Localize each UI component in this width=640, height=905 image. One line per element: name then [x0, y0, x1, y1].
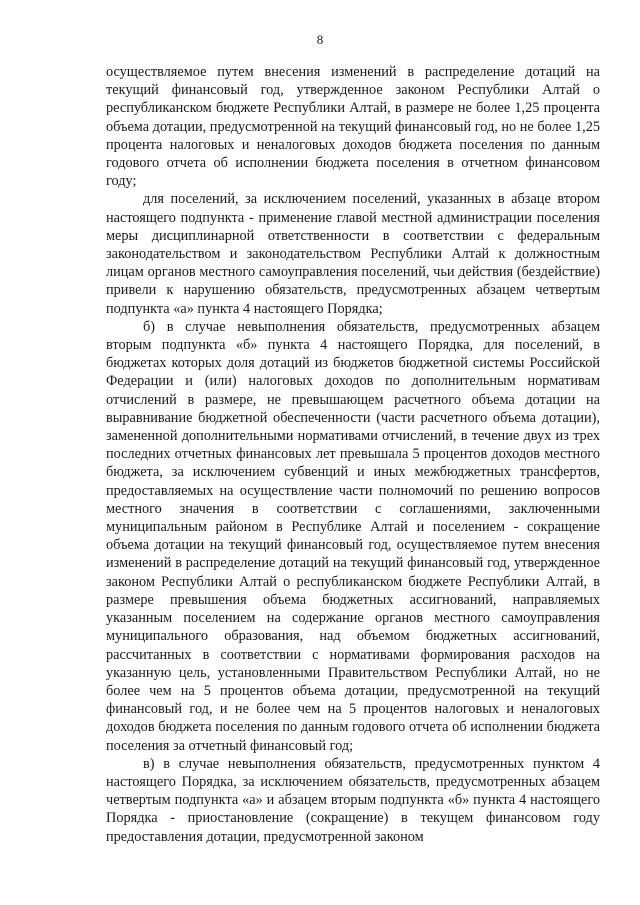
paragraph: осуществляемое путем внесения изменений в распределение дотаций на текущий финансовый год, утвержденное законом Республики Алтай о республиканском бюджете Республики Алтай, в размере не более 1,25 процента объема дотации, предусмотренной на текущий финансовый год, но не более 1,25 процента налоговых и неналоговых доходов бюджета поселения по данным годового отчета об исполнении бюджета поселения в отчетном финансовом году; [106, 64, 600, 190]
paragraph: б) в случае невыполнения обязательств, предусмотренных абзацем вторым подпункта «б» пункта 4 настоящего Порядка, для поселений, в бюджетах которых доля дотаций из бюджетов бюджетной системы Российской Федерации и (или) налоговых доходов по дополнительным нормативам отчислений в размере, не превышающем расчетного объема дотации на выравнивание бюджетной обеспеченности (части расчетного объема дотации), замененной дополнительными нормативами отчислений, в течение двух из трех последних отчетных финансовых лет превышала 5 процентов доходов местного бюджета, за исключением субвенций и иных межбюджетных трансфертов, предоставляемых на осуществление части полномочий по решению вопросов местного значения в соответствии с соглашениями, заключенными муниципальным районом в Республике Алтай и поселением - сокращение объема дотации на текущий финансовый год, осуществляемое путем внесения изменений в распределение дотаций на текущий финансовый год, утвержденное законом Республики Алтай о республиканском бюджете Республики Алтай, в размере превышения объема бюджетных ассигнований, направляемых указанным поселением на содержание органов местного самоуправления муниципального образования, над объемом бюджетных ассигнований, рассчитанных в соответствии с нормативами формирования расходов на указанную цель, установленными Правительством Республики Алтай, но не более чем на 5 процентов объема дотации, предусмотренной на текущий финансовый год, и не более чем на 5 процентов налоговых и неналоговых доходов бюджета поселения по данным годового отчета об исполнении бюджета поселения за отчетный финансовый год; [106, 318, 600, 754]
page-number: 8 [316, 32, 324, 47]
paragraph: для поселений, за исключением поселений, указанных в абзаце втором настоящего подпункта - применение главой местной администрации поселения меры дисциплинарной ответственности в соответствии с федеральным законодательством и законодательством Республики Алтай к должностным лицам органов местного самоуправления поселений, чьи действия (бездействие) привели к нарушению обязательств, предусмотренных абзацем четвертым подпункта «а» пункта 4 настоящего Порядка; [106, 191, 600, 317]
paragraph: в) в случае невыполнения обязательств, предусмотренных пунктом 4 настоящего Порядка, за исключением обязательств, предусмотренных абзацем четвертым подпункта «а» и абзацем вторым подпункта «б» пункта 4 настоящего Порядка - приостановление (сокращение) в текущем финансовом году предоставления дотации, предусмотренной законом [106, 755, 600, 845]
document-body [106, 63, 600, 846]
